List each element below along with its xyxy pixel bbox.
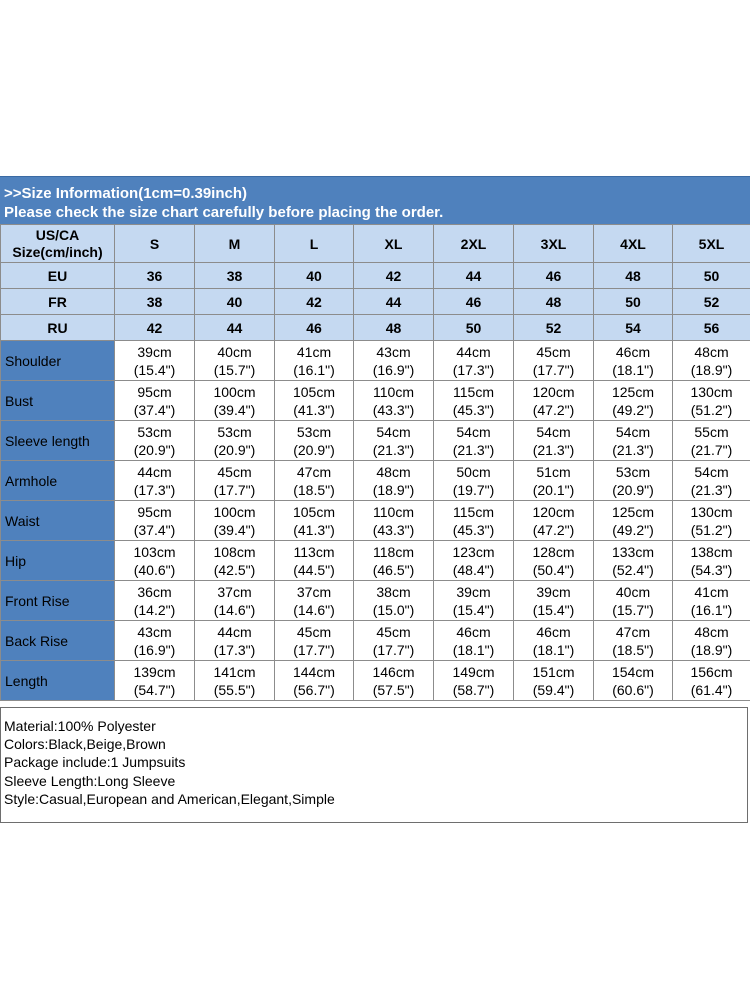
conversion-cell: 38 [195, 263, 275, 289]
measurement-inch: (18.1") [452, 641, 495, 658]
measurement-cell [115, 421, 195, 461]
size-header-row [1, 225, 750, 263]
measurement-inch: (15.4") [452, 601, 495, 618]
note-style: Style:Casual,European and American,Elegant,Simple [4, 790, 335, 807]
measurement-cell [354, 621, 434, 661]
conversion-cell: 52 [673, 289, 750, 315]
measurement-inch: (18.9") [690, 361, 733, 378]
measurement-cm: 151cm [532, 663, 575, 680]
measurement-cell [673, 421, 750, 461]
measurement-inch: (20.9") [293, 441, 335, 458]
measurement-cell [434, 621, 514, 661]
measurement-cell [594, 501, 673, 541]
measurement-cell [354, 461, 434, 501]
measurement-cm: 44cm [217, 623, 252, 640]
measurement-cell [673, 541, 750, 581]
measurement-cm: 149cm [452, 663, 495, 680]
measurement-cm: 54cm [694, 463, 729, 480]
measurement-cell [594, 661, 673, 701]
size-info-banner [0, 176, 750, 224]
conversion-cell: 48 [594, 263, 673, 289]
measurement-inch: (47.2") [532, 401, 575, 418]
measurement-cell [434, 501, 514, 541]
conversion-cell: 46 [434, 289, 514, 315]
measurement-inch: (17.7") [372, 641, 415, 658]
measurement-cell [514, 461, 594, 501]
measurement-cell [514, 581, 594, 621]
conversion-cell: 48 [514, 289, 594, 315]
measurement-label: Back Rise [1, 621, 115, 661]
measurement-inch: (15.7") [612, 601, 654, 618]
measurement-inch: (59.4") [532, 681, 575, 698]
measurement-cm: 130cm [690, 503, 733, 520]
measurement-inch: (19.7") [452, 481, 495, 498]
measurement-cell [354, 661, 434, 701]
measurement-inch: (45.3") [452, 401, 495, 418]
measurement-cm: 39cm [456, 583, 491, 600]
measurement-inch: (18.5") [612, 641, 654, 658]
measurement-inch: (16.1") [293, 361, 335, 378]
measurement-inch: (20.9") [612, 481, 654, 498]
measurement-cell [434, 461, 514, 501]
measurement-row-back-rise [1, 621, 750, 661]
measurement-inch: (17.7") [213, 481, 256, 498]
measurement-cell [115, 661, 195, 701]
conversion-cell: 38 [115, 289, 195, 315]
measurement-inch: (61.4") [690, 681, 733, 698]
size-header-cell: 5XL [673, 225, 750, 263]
measurement-cm: 48cm [376, 463, 411, 480]
measurement-cell [275, 621, 354, 661]
measurement-cm: 47cm [615, 623, 651, 640]
conversion-cell: 42 [115, 315, 195, 341]
measurement-cell [514, 621, 594, 661]
measurement-cell [354, 341, 434, 381]
measurement-inch: (47.2") [532, 521, 575, 538]
conversion-cell: 40 [195, 289, 275, 315]
measurement-inch: (14.6") [293, 601, 335, 618]
measurement-inch: (21.3") [532, 441, 575, 458]
measurement-cell [594, 621, 673, 661]
measurement-cell [434, 421, 514, 461]
measurement-cell [434, 341, 514, 381]
measurement-inch: (17.3") [133, 481, 176, 498]
measurement-cell [354, 501, 434, 541]
measurement-cell [354, 541, 434, 581]
size-header-label-line2: Size(cm/inch) [12, 243, 103, 260]
measurement-cm: 156cm [690, 663, 733, 680]
measurement-inch: (43.3") [372, 401, 415, 418]
measurement-inch: (39.4") [213, 401, 256, 418]
measurement-cm: 41cm [296, 343, 332, 360]
banner-subtitle: Please check the size chart carefully before placing the order. [4, 204, 444, 221]
conversion-cell: 52 [514, 315, 594, 341]
measurement-cm: 50cm [456, 463, 491, 480]
measurement-cell [275, 541, 354, 581]
measurement-inch: (15.4") [532, 601, 575, 618]
measurement-cell [514, 541, 594, 581]
measurement-inch: (50.4") [532, 561, 575, 578]
measurement-cm: 128cm [532, 543, 575, 560]
measurement-cell [115, 381, 195, 421]
measurement-inch: (43.3") [372, 521, 415, 538]
measurement-inch: (37.4") [133, 401, 176, 418]
measurement-inch: (20.1") [532, 481, 575, 498]
measurement-cm: 45cm [376, 623, 411, 640]
measurement-row-bust [1, 381, 750, 421]
measurement-inch: (17.3") [213, 641, 256, 658]
measurement-cm: 53cm [615, 463, 651, 480]
conversion-cell: 46 [514, 263, 594, 289]
measurement-cell [115, 501, 195, 541]
measurement-label: Armhole [1, 461, 115, 501]
measurement-cm: 45cm [536, 343, 571, 360]
measurement-cell [594, 581, 673, 621]
measurement-inch: (40.6") [133, 561, 176, 578]
measurement-row-front-rise [1, 581, 750, 621]
measurement-label: Bust [1, 381, 115, 421]
size-header-label [1, 225, 115, 263]
conversion-row-fr [1, 289, 750, 315]
measurement-cm: 95cm [137, 383, 172, 400]
measurement-cell [594, 381, 673, 421]
measurement-cm: 139cm [133, 663, 176, 680]
note-sleeve-length: Sleeve Length:Long Sleeve [4, 772, 176, 789]
conversion-cell: 44 [354, 289, 434, 315]
measurement-cell [354, 581, 434, 621]
measurement-cell [115, 581, 195, 621]
conversion-cell: 50 [594, 289, 673, 315]
measurement-cm: 37cm [217, 583, 252, 600]
measurement-inch: (21.3") [452, 441, 495, 458]
measurement-inch: (17.7") [532, 361, 575, 378]
measurement-cm: 144cm [292, 663, 336, 680]
measurement-cm: 48cm [694, 623, 729, 640]
measurement-cell [275, 381, 354, 421]
measurement-inch: (49.2") [612, 401, 654, 418]
measurement-inch: (21.3") [372, 441, 415, 458]
measurement-cm: 45cm [296, 623, 332, 640]
conversion-cell: 36 [115, 263, 195, 289]
measurement-inch: (57.5") [372, 681, 415, 698]
measurement-cell [115, 541, 195, 581]
measurement-cm: 118cm [373, 543, 414, 560]
measurement-label: Length [1, 661, 115, 701]
measurement-cm: 47cm [296, 463, 332, 480]
conversion-cell: 48 [354, 315, 434, 341]
measurement-cell [195, 501, 275, 541]
measurement-inch: (16.9") [133, 641, 176, 658]
measurement-cm: 125cm [611, 503, 655, 520]
measurement-cm: 110cm [373, 383, 414, 400]
measurement-cell [434, 381, 514, 421]
conversion-label: FR [1, 289, 115, 315]
measurement-cell [275, 341, 354, 381]
measurement-inch: (18.9") [372, 481, 415, 498]
measurement-inch: (58.7") [452, 681, 495, 698]
measurement-row-hip [1, 541, 750, 581]
conversion-cell: 54 [594, 315, 673, 341]
measurement-cell [275, 421, 354, 461]
measurement-cm: 115cm [453, 383, 494, 400]
measurement-cm: 55cm [694, 423, 729, 440]
measurement-cell [195, 621, 275, 661]
conversion-cell: 44 [195, 315, 275, 341]
measurement-cm: 40cm [217, 343, 252, 360]
measurement-cm: 103cm [133, 543, 176, 560]
measurement-cell [514, 661, 594, 701]
measurement-cell [115, 621, 195, 661]
measurement-label: Hip [1, 541, 115, 581]
measurement-cm: 100cm [213, 503, 256, 520]
measurement-cell [115, 341, 195, 381]
measurement-cm: 43cm [376, 343, 411, 360]
measurement-inch: (21.3") [690, 481, 733, 498]
measurement-inch: (42.5") [213, 561, 256, 578]
measurement-inch: (14.2") [133, 601, 176, 618]
size-header-cell: 3XL [514, 225, 594, 263]
measurement-row-waist [1, 501, 750, 541]
measurement-cm: 100cm [213, 383, 256, 400]
measurement-cm: 48cm [694, 343, 729, 360]
measurement-inch: (39.4") [213, 521, 256, 538]
size-header-cell: 4XL [594, 225, 673, 263]
measurement-inch: (16.1") [690, 601, 733, 618]
measurement-cm: 37cm [296, 583, 332, 600]
measurement-cell [195, 341, 275, 381]
measurement-cm: 51cm [536, 463, 571, 480]
measurement-cell [514, 501, 594, 541]
measurement-inch: (41.3") [293, 401, 335, 418]
size-header-label-line1: US/CA [35, 226, 80, 243]
measurement-inch: (15.4") [133, 361, 176, 378]
conversion-cell: 46 [275, 315, 354, 341]
measurement-cm: 120cm [532, 503, 575, 520]
measurement-inch: (48.4") [452, 561, 495, 578]
measurement-inch: (17.3") [452, 361, 495, 378]
measurement-cell [354, 381, 434, 421]
measurement-cm: 44cm [137, 463, 172, 480]
measurement-row-shoulder [1, 341, 750, 381]
measurement-cell [514, 341, 594, 381]
conversion-cell: 50 [673, 263, 750, 289]
size-header-cell: L [275, 225, 354, 263]
measurement-cm: 105cm [292, 383, 336, 400]
measurement-cell [434, 661, 514, 701]
measurement-inch: (52.4") [612, 561, 654, 578]
measurement-inch: (45.3") [452, 521, 495, 538]
conversion-label: RU [1, 315, 115, 341]
measurement-inch: (51.2") [690, 401, 733, 418]
measurement-cm: 110cm [373, 503, 414, 520]
measurement-cm: 53cm [217, 423, 252, 440]
product-notes [0, 707, 748, 823]
size-header-cell: S [115, 225, 195, 263]
measurement-cm: 120cm [532, 383, 575, 400]
measurement-inch: (21.3") [612, 441, 654, 458]
measurement-cm: 133cm [611, 543, 655, 560]
conversion-row-eu [1, 263, 750, 289]
measurement-cell [434, 581, 514, 621]
measurement-cm: 115cm [453, 503, 494, 520]
measurement-cell [115, 461, 195, 501]
note-colors: Colors:Black,Beige,Brown [4, 736, 166, 753]
measurement-label: Sleeve length [1, 421, 115, 461]
measurement-cm: 38cm [376, 583, 411, 600]
measurement-label: Shoulder [1, 341, 115, 381]
measurement-inch: (46.5") [372, 561, 415, 578]
measurement-cm: 39cm [536, 583, 571, 600]
measurement-cell [195, 541, 275, 581]
measurement-inch: (18.1") [532, 641, 575, 658]
measurement-cell [673, 501, 750, 541]
measurement-cm: 41cm [694, 583, 729, 600]
measurement-inch: (20.9") [213, 441, 256, 458]
measurement-inch: (21.7") [690, 441, 733, 458]
measurement-cell [594, 541, 673, 581]
measurement-cell [673, 381, 750, 421]
measurement-row-armhole [1, 461, 750, 501]
measurement-inch: (54.7") [133, 681, 176, 698]
measurement-cell [195, 421, 275, 461]
conversion-row-ru [1, 315, 750, 341]
measurement-cell [275, 501, 354, 541]
measurement-inch: (37.4") [133, 521, 176, 538]
conversion-cell: 42 [354, 263, 434, 289]
measurement-cm: 146cm [372, 663, 415, 680]
measurement-cm: 154cm [611, 663, 655, 680]
measurement-cm: 53cm [137, 423, 172, 440]
measurement-cell [514, 421, 594, 461]
banner-title: >>Size Information(1cm=0.39inch) [4, 185, 247, 202]
measurement-inch: (44.5") [293, 561, 335, 578]
measurement-cm: 54cm [456, 423, 491, 440]
measurement-cm: 54cm [376, 423, 411, 440]
measurement-inch: (18.9") [690, 641, 733, 658]
measurement-cm: 105cm [292, 503, 336, 520]
conversion-cell: 40 [275, 263, 354, 289]
measurement-cell [195, 661, 275, 701]
size-header-cell: M [195, 225, 275, 263]
measurement-cm: 40cm [615, 583, 651, 600]
measurement-cell [673, 341, 750, 381]
measurement-cm: 53cm [296, 423, 332, 440]
measurement-inch: (15.0") [372, 601, 415, 618]
measurement-cm: 130cm [690, 383, 733, 400]
measurement-cm: 123cm [452, 543, 495, 560]
measurement-inch: (56.7") [293, 681, 335, 698]
measurement-cm: 125cm [611, 383, 655, 400]
measurement-cell [275, 581, 354, 621]
measurement-cell [354, 421, 434, 461]
measurement-cm: 46cm [456, 623, 491, 640]
measurement-row-length [1, 661, 750, 701]
measurement-cm: 44cm [456, 343, 491, 360]
measurement-cell [594, 421, 673, 461]
measurement-label: Waist [1, 501, 115, 541]
measurement-inch: (49.2") [612, 521, 654, 538]
measurement-cm: 138cm [690, 543, 733, 560]
measurement-cm: 46cm [536, 623, 571, 640]
measurement-inch: (17.7") [293, 641, 335, 658]
measurement-cm: 54cm [536, 423, 571, 440]
measurement-inch: (60.6") [612, 681, 654, 698]
measurement-inch: (51.2") [690, 521, 733, 538]
measurement-inch: (54.3") [690, 561, 733, 578]
measurement-cm: 113cm [293, 543, 335, 560]
measurement-inch: (20.9") [133, 441, 176, 458]
conversion-cell: 44 [434, 263, 514, 289]
conversion-cell: 50 [434, 315, 514, 341]
size-header-cell: XL [354, 225, 434, 263]
measurement-cell [594, 461, 673, 501]
measurement-inch: (15.7") [213, 361, 256, 378]
measurement-cm: 36cm [137, 583, 172, 600]
measurement-cm: 108cm [213, 543, 256, 560]
measurement-cell [195, 381, 275, 421]
measurement-cell [594, 341, 673, 381]
measurement-cm: 95cm [137, 503, 172, 520]
conversion-cell: 56 [673, 315, 750, 341]
measurement-label: Front Rise [1, 581, 115, 621]
measurement-cell [514, 381, 594, 421]
measurement-cell [195, 581, 275, 621]
measurement-cell [195, 461, 275, 501]
measurement-cm: 141cm [213, 663, 256, 680]
measurement-cm: 54cm [615, 423, 651, 440]
measurement-inch: (18.1") [612, 361, 654, 378]
measurement-cell [673, 461, 750, 501]
measurement-cell [673, 621, 750, 661]
measurement-cm: 43cm [137, 623, 172, 640]
measurement-cell [275, 461, 354, 501]
measurement-cm: 45cm [217, 463, 252, 480]
measurement-cell [275, 661, 354, 701]
measurement-inch: (14.6") [213, 601, 256, 618]
note-package: Package include:1 Jumpsuits [4, 754, 186, 771]
note-material: Material:100% Polyester [4, 718, 156, 734]
measurement-inch: (41.3") [293, 521, 335, 538]
measurement-inch: (55.5") [213, 681, 256, 698]
measurement-cm: 39cm [137, 343, 172, 360]
size-header-cell: 2XL [434, 225, 514, 263]
measurement-inch: (18.5") [293, 481, 335, 498]
measurement-cell [673, 661, 750, 701]
size-chart [0, 176, 750, 823]
measurement-inch: (16.9") [372, 361, 415, 378]
measurement-cell [434, 541, 514, 581]
conversion-label: EU [1, 263, 115, 289]
measurement-cm: 46cm [615, 343, 651, 360]
measurement-cell [673, 581, 750, 621]
measurement-row-sleeve-length [1, 421, 750, 461]
size-table [0, 224, 750, 701]
conversion-cell: 42 [275, 289, 354, 315]
